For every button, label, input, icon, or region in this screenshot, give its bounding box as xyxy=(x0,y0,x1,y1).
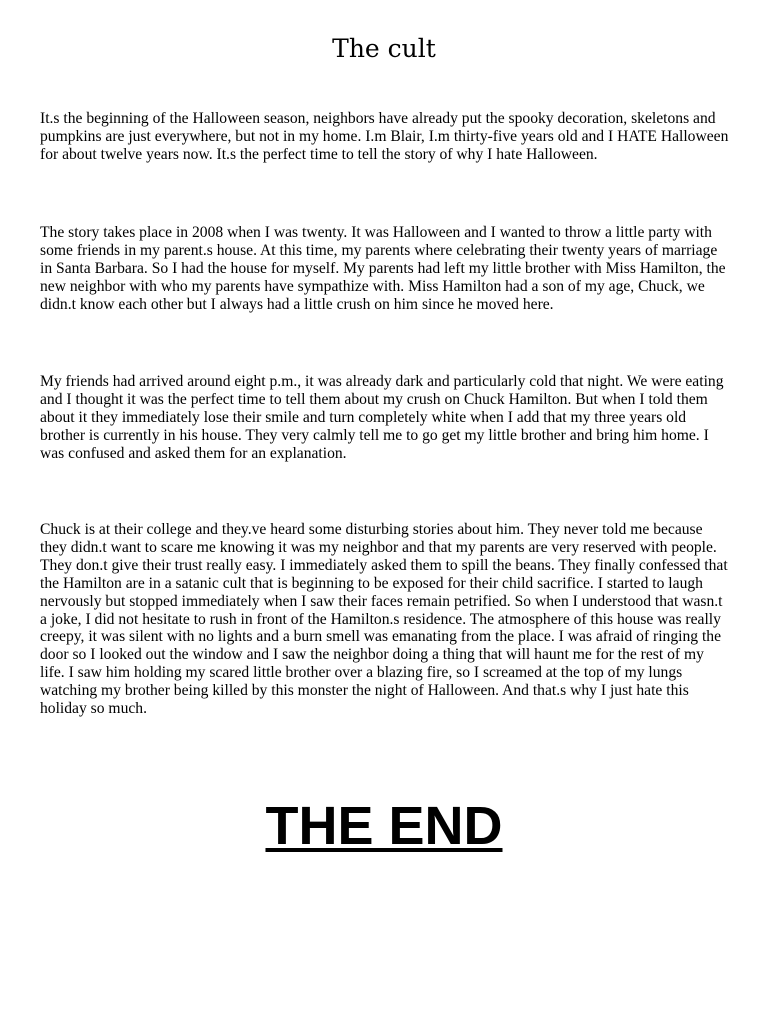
paragraph-revelation: Chuck is at their college and they.ve heard some disturbing stories about him. They never told me because they didn.t want to scare me knowing it was my neighbor and that my parents are very reserved with people. They don.t give their trust really easy. I immediately asked them to spill the beans. They finally confessed that the Hamilton are in a satanic cult that is beginning to be exposed for their child sacrifice. I started to laugh nervously but stopped immediately when I saw their faces remain petrified. So when I understood that wasn.t a joke, I did not hesitate to rush in front of the Hamilton.s residence. The atmosphere of this house was really creepy, it was silent with no lights and a burn smell was emanating from the place. I was afraid of ringing the door so I looked out the window and I saw the neighbor doing a thing that will haunt me for the rest of my life. I saw him holding my scared little brother over a blazing fire, so I screamed at the top of my lungs watching my brother being killed by this monster the night of Halloween. And that.s why I just hate this holiday so much. xyxy=(40,521,728,718)
document-title: The cult xyxy=(332,34,436,63)
the-end-text: THE END xyxy=(265,796,503,856)
paragraph-friends: My friends had arrived around eight p.m., it was already dark and particularly cold that night. We were eating and I thought it was the perfect time to tell them about my crush on Chuck Hamilton. But when I told them about it they immediately lose their smile and turn completely white when I add that my three years old brother is currently in his house. They very calmly tell me to go get my little brother and bring him home. I was confused and asked them for an explanation. xyxy=(40,373,724,462)
paragraph-party: The story takes place in 2008 when I was twenty. It was Halloween and I wanted to throw a little party with some friends in my parent.s house. At this time, my parents where celebrating their twenty years of marriage in Santa Barbara. So I had the house for myself. My parents had left my little brother with Miss Hamilton, the new neighbor with who my parents have sympathize with. Miss Hamilton had a son of my age, Chuck, we didn.t know each other but I always had a little crush on him since he moved here. xyxy=(40,224,726,313)
the-end-heading xyxy=(0,794,768,858)
paragraph-intro: It.s the beginning of the Halloween season, neighbors have already put the spooky decoration, skeletons and pumpkins are just everywhere, but not in my home. I.m Blair, I.m thirty-five years old and I HATE Halloween for about twelve years now. It.s the perfect time to tell the story of why I hate Halloween. xyxy=(40,110,729,163)
